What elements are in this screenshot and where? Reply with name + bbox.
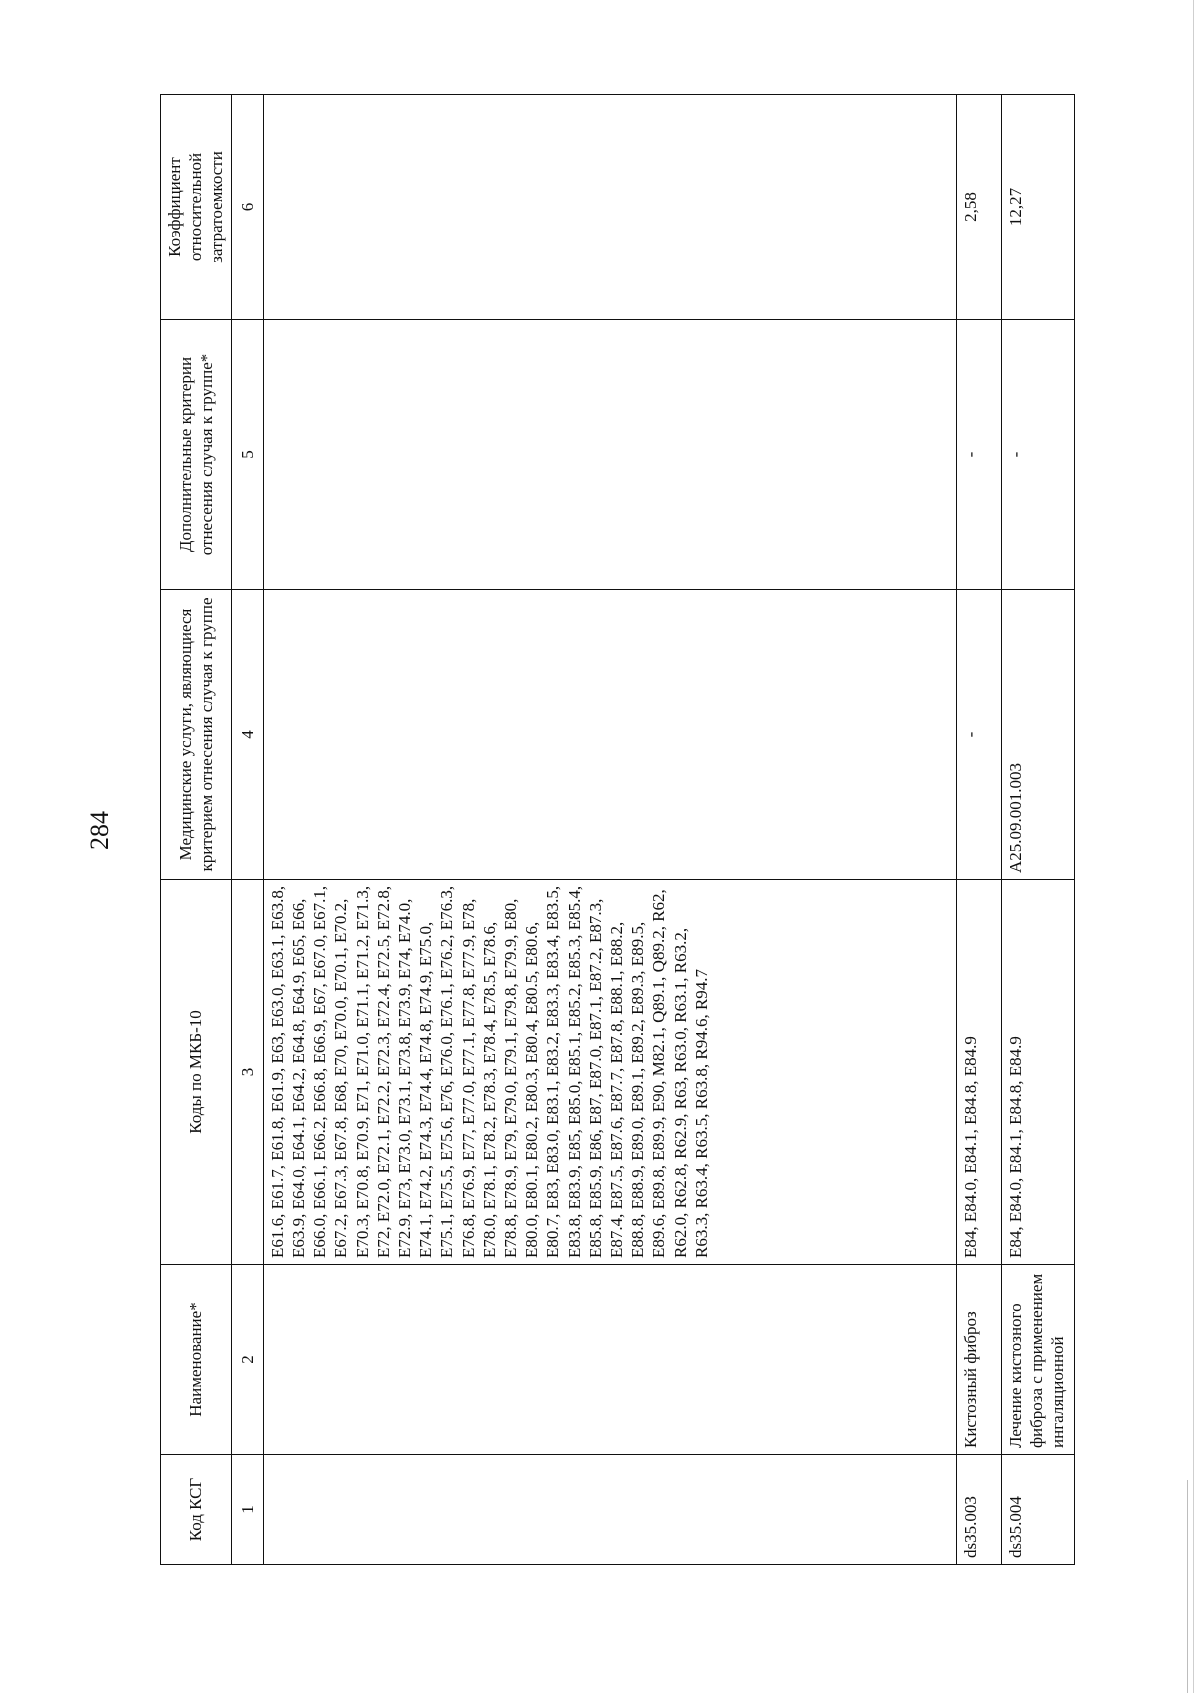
column-number: 3 <box>231 880 263 1265</box>
name-cell: Лечение кистозного фиброза с применением ингаляционной <box>1001 1265 1074 1455</box>
column-number-row <box>231 95 263 1565</box>
extra-criteria-cell: - <box>1001 320 1074 590</box>
ksg-code-cell <box>263 1455 956 1565</box>
table-row <box>956 95 1001 1565</box>
coefficient-cell <box>263 95 956 320</box>
rotated-table-wrapper <box>160 95 1075 1565</box>
header-extra-criteria: Дополнительные критерии отнесения случая к группе* <box>161 320 232 590</box>
icd-codes-cell: E61.6, E61.7, E61.8, E61.9, E63, E63.0, E63.1, E63.8, E63.9, E64.0, E64.1, E64.2, E64.8, E64.9, E65, E66, E66.0, E66.1, E66.2, E66.8, E66.9, E67, E67.0, E67.1, E67.2, E67.3, E67.8, E68, E70, E70.0, E70.1, E70.2, E70.3, E70.8, E70.9, E71, E71.0, E71.1, E71.2, E71.3, E72, E72.0, E72.1, E72.2, E72.3, E72.4, E72.5, E72.8, E72.9, E73, E73.0, E73.1, E73.8, E73.9, E74, E74.0, E74.1, E74.2, E74.3, E74.4, E74.8, E74.9, E75.0, E75.1, E75.5, E75.6, E76, E76.0, E76.1, E76.2, E76.3, E76.8, E76.9, E77, E77.0, E77.1, E77.8, E77.9, E78, E78.0, E78.1, E78.2, E78.3, E78.4, E78.5, E78.6, E78.8, E78.9, E79, E79.0, E79.1, E79.8, E79.9, E80, E80.0, E80.1, E80.2, E80.3, E80.4, E80.5, E80.6, E80.7, E83, E83.0, E83.1, E83.2, E83.3, E83.4, E83.5, E83.8, E83.9, E85, E85.0, E85.1, E85.2, E85.3, E85.4, E85.8, E85.9, E86, E87, E87.0, E87.1, E87.2, E87.3, E87.4, E87.5, E87.6, E87.7, E87.8, E88.1, E88.2, E88.8, E88.9, E89.0, E89.1, E89.2, E89.3, E89.5, E89.6, E89.8, E89.9, E90, M82.1, Q89.1, Q89.2, R62, R62.0, R62.8, R62.9, R63, R63.0, R63.1, R63.2, R63.3, R63.4, R63.5, R63.8, R94.6, R94.7 <box>263 880 956 1265</box>
ksg-table <box>160 94 1075 1565</box>
table-row <box>263 95 956 1565</box>
header-icd-codes: Коды по МКБ-10 <box>161 880 232 1265</box>
column-number: 5 <box>231 320 263 590</box>
table-row <box>1001 95 1074 1565</box>
icd-codes-cell: E84, E84.0, E84.1, E84.8, E84.9 <box>1001 880 1074 1265</box>
extra-criteria-cell <box>263 320 956 590</box>
scan-edge-line <box>1193 0 1194 1693</box>
name-cell <box>263 1265 956 1455</box>
icd-codes-cell: E84, E84.0, E84.1, E84.8, E84.9 <box>956 880 1001 1265</box>
header-ksg-code: Код КСГ <box>161 1455 232 1565</box>
services-cell <box>263 590 956 880</box>
services-cell: A25.09.001.003 <box>1001 590 1074 880</box>
column-number: 1 <box>231 1455 263 1565</box>
header-medical-services: Медицинские услуги, являющиеся критерием отнесения случая к группе <box>161 590 232 880</box>
header-row <box>161 95 232 1565</box>
ksg-code-cell: ds35.003 <box>956 1455 1001 1565</box>
column-number: 6 <box>231 95 263 320</box>
name-cell: Кистозный фиброз <box>956 1265 1001 1455</box>
services-cell: - <box>956 590 1001 880</box>
column-number: 4 <box>231 590 263 880</box>
header-name: Наименование* <box>161 1265 232 1455</box>
coefficient-cell: 2,58 <box>956 95 1001 320</box>
header-coefficient: Коэффициент относительной затратоемкости <box>161 95 232 320</box>
extra-criteria-cell: - <box>956 320 1001 590</box>
scan-edge-line <box>1187 1480 1188 1693</box>
column-number: 2 <box>231 1265 263 1455</box>
page-number: 284 <box>85 811 114 850</box>
coefficient-cell: 12,27 <box>1001 95 1074 320</box>
ksg-code-cell: ds35.004 <box>1001 1455 1074 1565</box>
